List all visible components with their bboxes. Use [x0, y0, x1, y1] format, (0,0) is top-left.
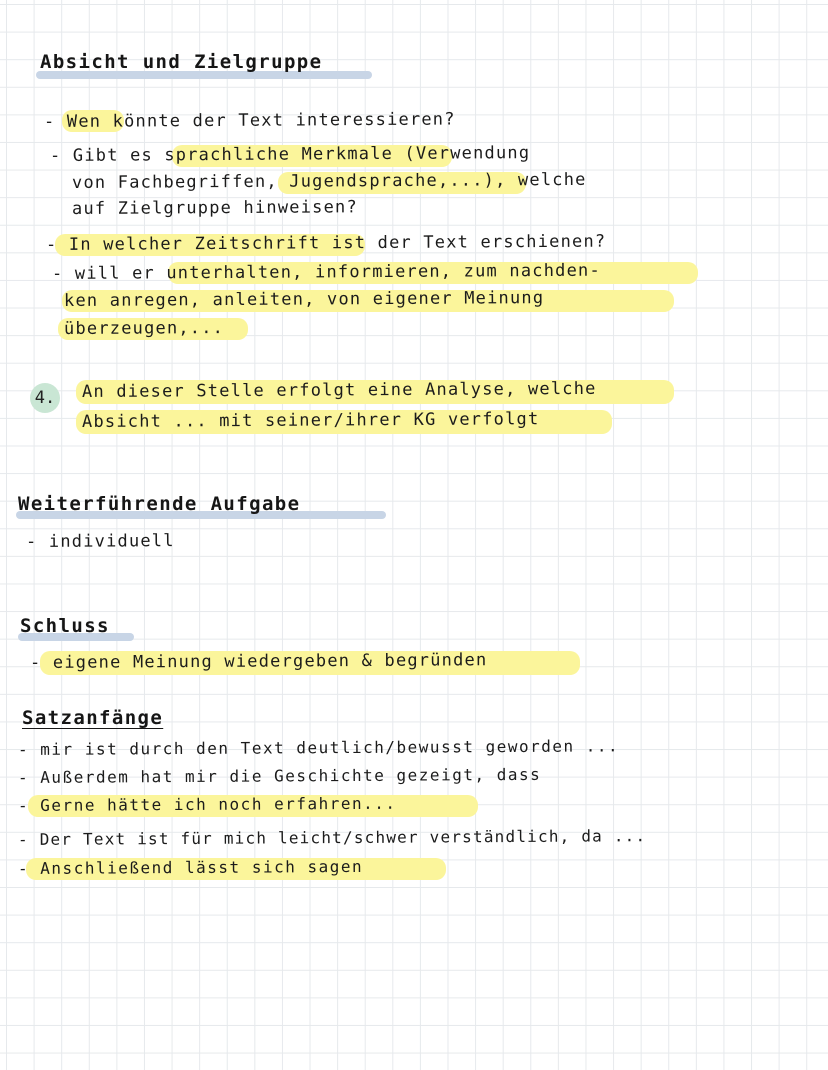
bullet-line: - eigene Meinung wiedergeben & begründen: [29, 650, 488, 673]
bullet-line: - Gibt es sprachliche Merkmale (Verwendung: [49, 143, 531, 166]
point-line: Absicht ... mit seiner/ihrer KG verfolgt: [81, 409, 540, 432]
number-circle: [30, 383, 60, 413]
bullet-line: - Wen könnte der Text interessieren?: [43, 109, 456, 132]
bullet-line: von Fachbegriffen, Jugendsprache,...), welche: [71, 169, 587, 193]
point-line: An dieser Stelle erfolgt eine Analyse, welche: [81, 378, 597, 402]
section-heading-weiterfuehrend: Weiterführende Aufgabe: [18, 493, 301, 515]
bullet-line: - In welcher Zeitschrift ist der Text erschienen?: [45, 231, 607, 255]
bullet-line: - Gerne hätte ich noch erfahren...: [17, 793, 397, 815]
bullet-line: überzeugen,...: [63, 318, 225, 339]
bullet-line: - Außerdem hat mir die Geschichte gezeigt, dass: [17, 764, 542, 787]
bullet-line: - will er unterhalten, informieren, zum nachden-: [51, 260, 601, 284]
bullet-line: - Anschließend lässt sich sagen: [17, 856, 364, 878]
point-number: 4.: [34, 388, 56, 408]
bullet-line: - individuell: [25, 531, 175, 552]
bullet-line: - mir ist durch den Text deutlich/bewusst geworden ...: [17, 736, 620, 759]
bullet-line: auf Zielgruppe hinweisen?: [71, 197, 358, 219]
section-heading-satzanfaenge: Satzanfänge: [22, 707, 164, 729]
section-heading-schluss: Schluss: [20, 615, 110, 637]
bullet-line: - Der Text ist für mich leicht/schwer verständlich, da ...: [17, 826, 647, 849]
bullet-line: ken anregen, anleiten, von eigener Meinung: [63, 288, 545, 311]
section-heading-absicht: Absicht und Zielgruppe: [40, 51, 323, 73]
